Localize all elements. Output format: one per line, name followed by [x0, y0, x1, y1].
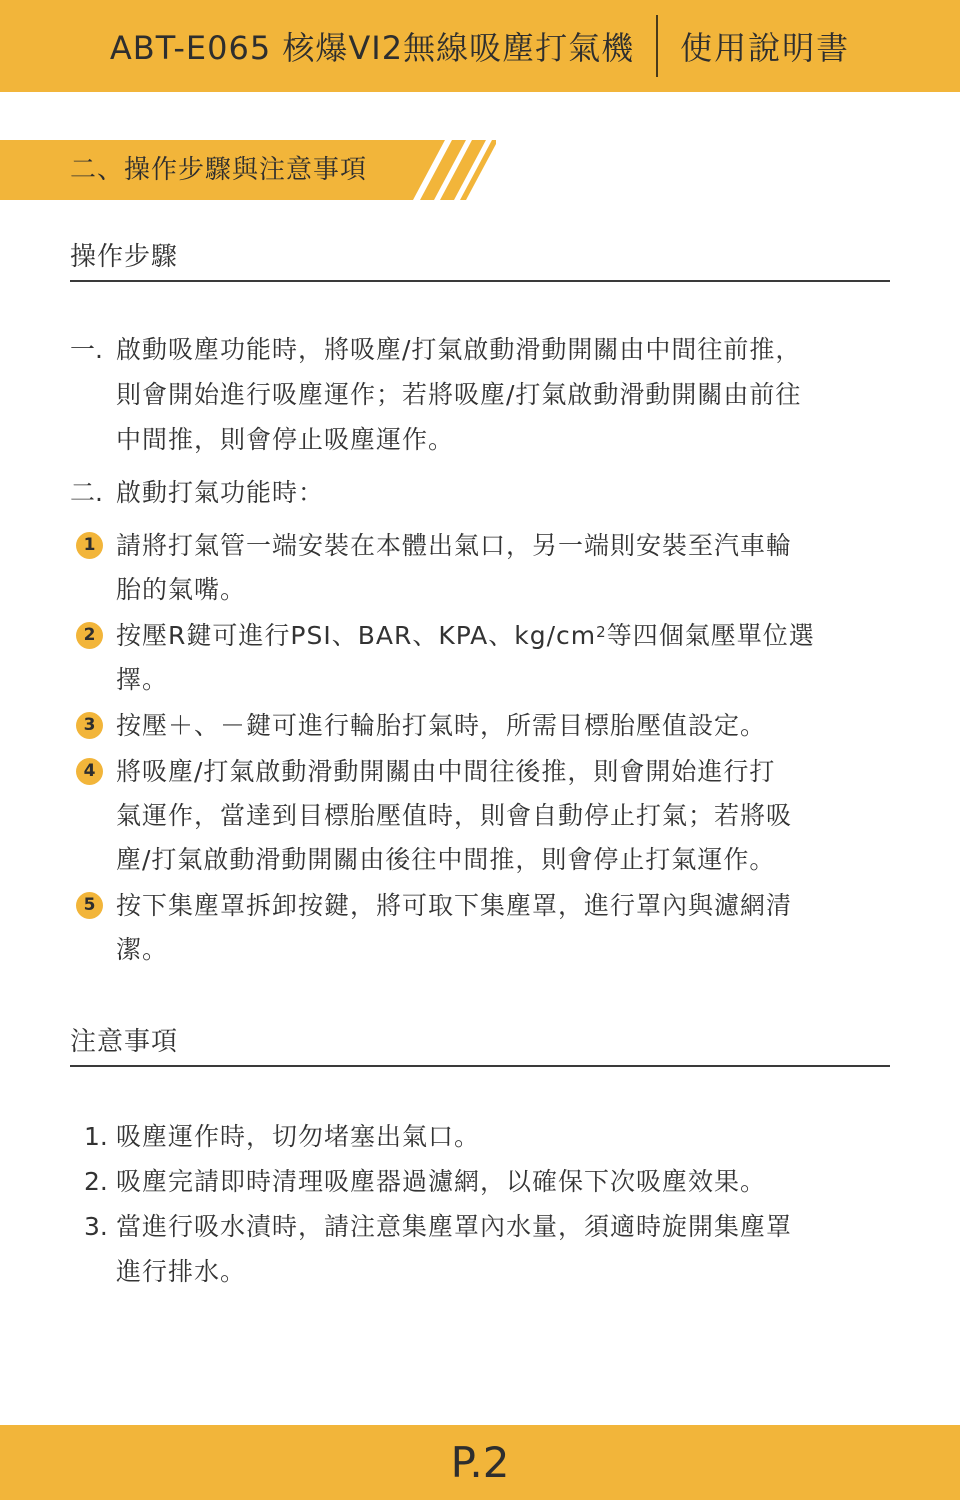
step-text-line: 氣運作，當達到目標胎壓值時，則會自動停止打氣；若將吸	[116, 801, 793, 830]
step-text-line: 擇。	[116, 665, 169, 694]
page-number: P.2	[450, 1438, 510, 1487]
step-number-badge: 5	[76, 892, 103, 919]
step-text-line: 按壓＋、－鍵可進行輪胎打氣時，所需目標胎壓值設定。	[116, 711, 767, 740]
step-marker: 二.	[70, 478, 103, 507]
step-text-line: 潔。	[116, 935, 169, 964]
note-marker: 3.	[84, 1212, 108, 1241]
note-marker: 1.	[84, 1122, 108, 1151]
step-text-line: 中間推，則會停止吸塵運作。	[116, 425, 455, 454]
step-number-badge: 4	[76, 758, 103, 785]
note-marker: 2.	[84, 1167, 108, 1196]
note-text-line: 吸塵運作時，切勿堵塞出氣口。	[116, 1122, 481, 1151]
step-text-suffix: 等四個氣壓單位選	[606, 621, 815, 650]
manual-product-title: ABT-E065 核爆VI2無線吸塵打氣機	[109, 29, 635, 67]
note-text-line: 當進行吸水漬時，請注意集塵罩內水量，須適時旋開集塵罩	[116, 1212, 793, 1241]
step-text-line: 將吸塵/打氣啟動滑動開關由中間往後推，則會開始進行打	[116, 757, 776, 786]
step-text-line: 則會開始進行吸塵運作；若將吸塵/打氣啟動滑動開關由前往	[116, 380, 802, 409]
step-text-line: 塵/打氣啟動滑動開關由後往中間推，則會停止打氣運作。	[116, 845, 776, 874]
steps-heading: 操作步驟	[70, 240, 890, 282]
note-text-line: 進行排水。	[116, 1257, 247, 1286]
step-number-badge: 1	[76, 532, 103, 559]
step-text-line	[116, 614, 815, 658]
notes-heading: 注意事項	[70, 1025, 890, 1067]
step-number-badge: 2	[76, 622, 103, 649]
section-title: 二、操作步驟與注意事項	[70, 155, 368, 185]
step-text-line: 啟動吸塵功能時，將吸塵/打氣啟動滑動開關由中間往前推，	[116, 335, 802, 364]
step-text-line: 按下集塵罩拆卸按鍵，將可取下集塵罩，進行罩內與濾網清	[116, 891, 793, 920]
step-text-prefix: 按壓R鍵可進行PSI、BAR、KPA、kg/cm	[116, 621, 597, 650]
step-text-line: 啟動打氣功能時：	[116, 478, 325, 507]
superscript-exponent: 2	[596, 623, 607, 641]
step-text-line: 胎的氣嘴。	[116, 575, 247, 604]
page-header	[0, 0, 960, 92]
page-footer	[0, 1425, 960, 1500]
step-marker: 一.	[70, 335, 103, 364]
note-text-line: 吸塵完請即時清理吸塵器過濾網，以確保下次吸塵效果。	[116, 1167, 767, 1196]
manual-type-label: 使用說明書	[680, 29, 851, 67]
section-title-band	[0, 140, 496, 200]
step-text-line: 請將打氣管一端安裝在本體出氣口，另一端則安裝至汽車輪	[116, 531, 793, 560]
step-number-badge: 3	[76, 712, 103, 739]
header-divider	[656, 15, 658, 77]
